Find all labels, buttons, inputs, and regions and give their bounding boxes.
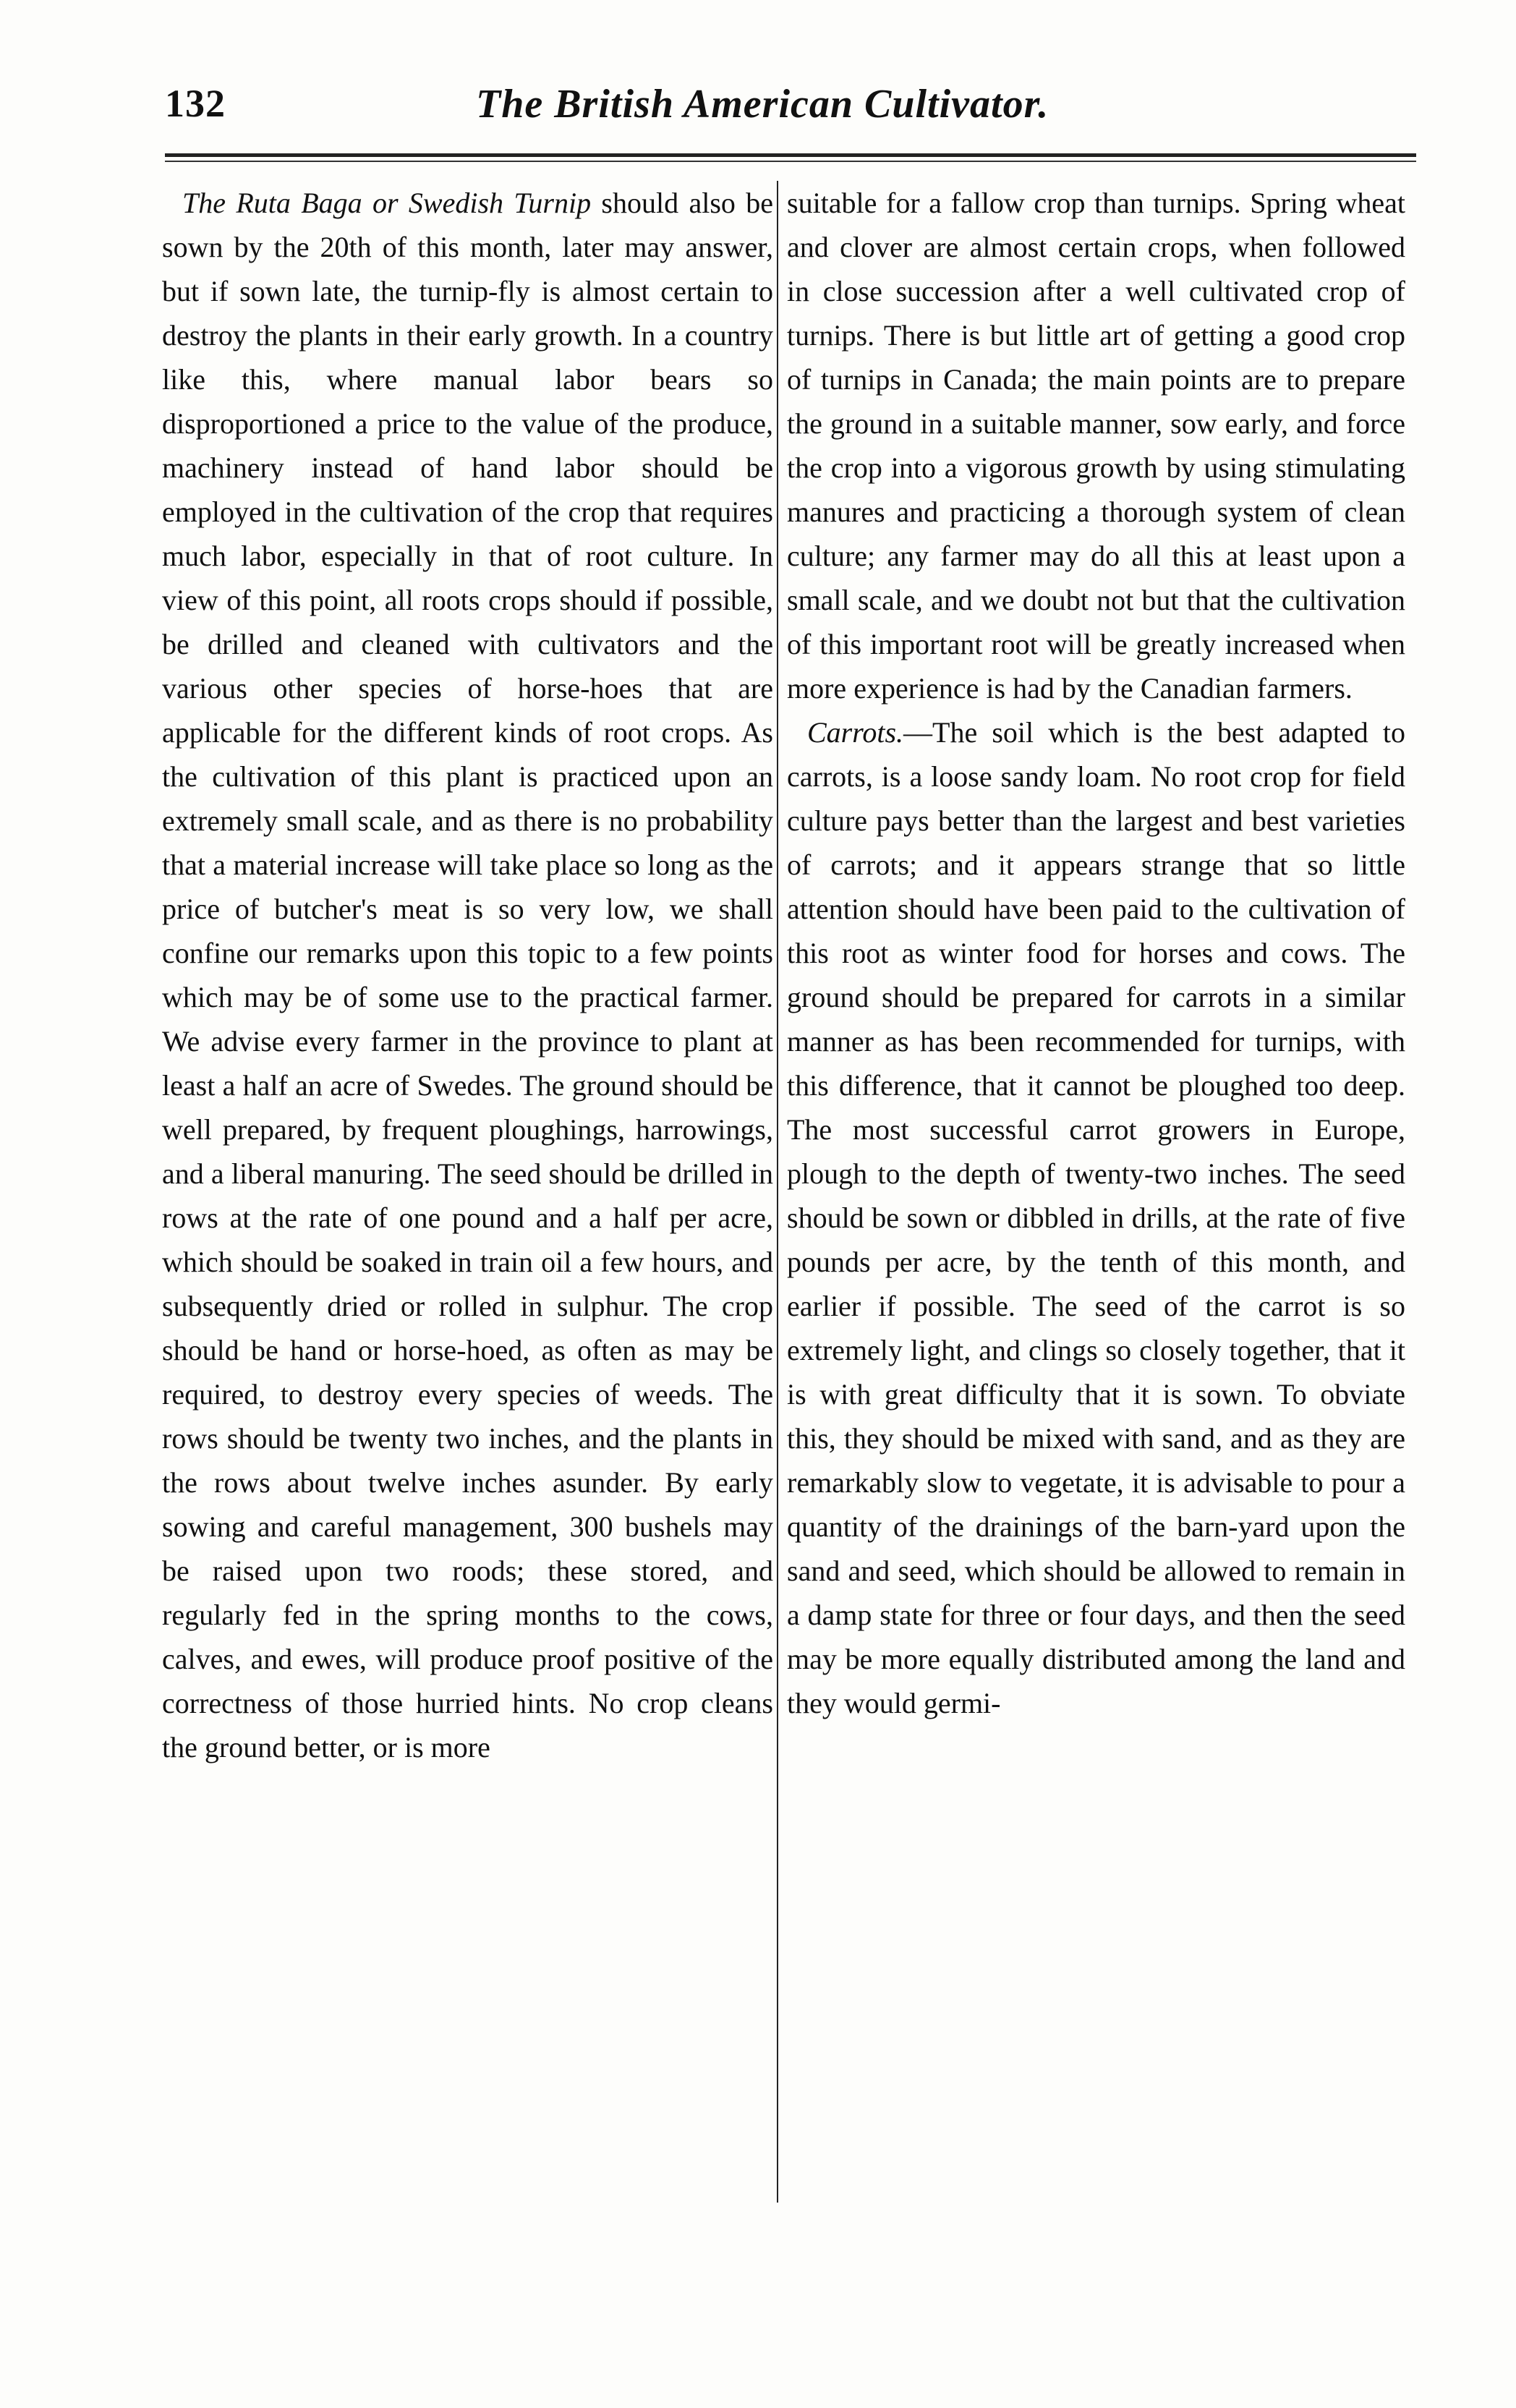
right-column (787, 181, 1405, 2351)
paragraph-turnips-continued (787, 181, 1405, 710)
paragraph-text-ruta-baga: should also be sown by the 20th of this month, later may answer, but if sown late, the turnip-fly is almost certain to destroy the plants in their early growth. In a country like this, where manual labor bears so disproportioned a price to the value of the produce, machinery instead of hand labor should be employed in the cultivation of the crop that requires much labor, especially in that of root culture. In view of this point, all roots crops should if possible, be drilled and cleaned with cultivators and the various other species of horse-hoes that are applicable for the different kinds of root crops. As the cultivation of this plant is practiced upon an extremely small scale, and as there is no probability that a material increase will take place so long as the price of butcher's meat is so very low, we shall confine our remarks upon this topic to a few points which may be of some use to the practical farmer. We advise every farmer in the province to plant at least a half an acre of Swedes. The ground should be well prepared, by frequent ploughings, harrowings, and a liberal manuring. The seed should be drilled in rows at the rate of one pound and a half per acre, which should be soaked in train oil a few hours, and subsequently dried or rolled in sulphur. The crop should be hand or horse-hoed, as often as may be required, to destroy every species of weeds. The rows should be twenty two inches, and the plants in the rows about twelve inches asunder. By early sowing and careful management, 300 bushels may be raised upon two roods; these stored, and regularly fed in the spring months to the cows, calves, and ewes, will produce proof positive of the correctness of those hurried hints. No crop cleans the ground better, or is more (162, 187, 773, 1764)
paragraph-lead-carrots: Carrots. (807, 716, 904, 749)
left-column (162, 181, 773, 2351)
paragraph-text-carrots: —The soil which is the best adapted to carrots, is a loose sandy loam. No root crop for field culture pays better than the largest and best varieties of carrots; and it appears strange that so little attention should have been paid to the cultivation of this root as winter food for horses and cows. The ground should be prepared for carrots in a similar manner as has been recommended for turnips, with this difference, that it cannot be ploughed too deep. The most successful carrot growers in Europe, plough to the depth of twenty-two inches. The seed should be sown or dibbled in drills, at the rate of five pounds per acre, by the tenth of this month, and earlier if possible. The seed of the carrot is so extremely light, and clings so closely together, that it is with great difficulty that it is sown. To obviate this, they should be mixed with sand, and as they are remarkably slow to vegetate, it is advisable to pour a quantity of the drainings of the barn-yard upon the sand and seed, which should be allowed to remain in a damp state for three or four days, and then the seed may be more equally distributed among the land and they would germi- (787, 716, 1405, 1719)
column-divider (777, 181, 778, 2203)
paragraph-lead-ruta-baga: The Ruta Baga or Swedish Turnip (182, 187, 592, 219)
page-number: 132 (165, 82, 226, 125)
header-rule-thick (165, 153, 1416, 157)
paragraph-ruta-baga (162, 181, 773, 1769)
paragraph-carrots (787, 710, 1405, 1725)
running-title: The British American Cultivator. (476, 82, 1049, 127)
header-rule-thin (165, 161, 1416, 162)
paragraph-text-turnips-continued: suitable for a fallow crop than turnips. Spring wheat and clover are almost certain crops, when followed in close succession after a well cultivated crop of turnips. There is but little art of getting a good crop of turnips in Canada; the main points are to prepare the ground in a suitable manner, sow early, and force the crop into a vigorous growth by using stimulating manures and practicing a thorough system of clean culture; any farmer may do all this at least upon a small scale, and we doubt not but that the cultivation of this important root will be greatly increased when more experience is had by the Canadian farmers. (787, 187, 1405, 705)
page-header (165, 81, 1416, 139)
